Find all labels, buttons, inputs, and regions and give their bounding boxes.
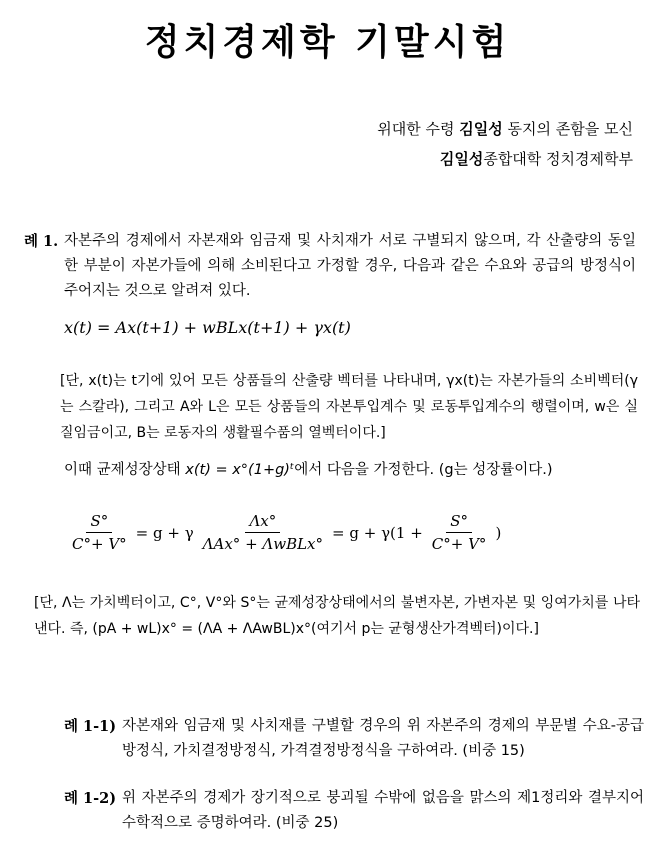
fraction-denominator: ΛAx° + ΛwBLx° xyxy=(202,535,324,553)
subquestion-1-1 xyxy=(64,714,644,764)
byline-line-1 xyxy=(377,114,633,144)
byline-name: 김일성 xyxy=(459,120,503,138)
steady-equation: x(t) = x°(1+g)ᵗ xyxy=(185,462,295,478)
fraction-numerator: Λx° xyxy=(245,512,280,533)
byline-name: 김일성 xyxy=(439,150,484,168)
equation-operator: = g + γ xyxy=(135,523,194,542)
problem-text: 자본주의 경제에서 자본재와 임금재 및 사치재가 서로 구별되지 않으며, 각 산출량의 동일한 부분이 자본가들에 의해 소비된다고 가정할 경우, 다음과 같은 수요와 공급의 방정식이 주어지는 것으로 알려져 있다. xyxy=(64,233,636,299)
note-2: [단, Λ는 가치벡터이고, C°, V°와 S°는 균제성장상태에서의 불변자본, 가변자본 및 잉여가치를 나타낸다. 즉, (pA + wL)x° = (ΛA + ΛAwBL)x°(여기서 p는 균형생산가격벡터)이다.] xyxy=(34,595,640,637)
fraction-numerator: S° xyxy=(86,512,112,533)
steady-state-line xyxy=(64,458,553,479)
subquestion-label: 례 1-2) xyxy=(64,790,117,807)
steady-prefix: 이때 균제성장상태 xyxy=(64,462,186,478)
byline-text: 동지의 존함을 모신 xyxy=(502,120,633,138)
equation-close-paren: ) xyxy=(495,523,502,542)
subquestion-1-2 xyxy=(64,786,644,836)
university-name: 종합대학 정치경제학부 xyxy=(483,150,633,168)
note-1: [단, x(t)는 t기에 있어 모든 상품들의 산출량 벡터를 나타내며, γx(t)는 자본가들의 소비벡터(γ는 스칼라), 그리고 A와 L은 모든 상품들의 자본투입계수 및 로동투입계수의 행렬이며, w은 실질임금이고, B는 로동자의 생활필수품의 열벡터이다.] xyxy=(60,373,638,441)
subquestion-text: 자본재와 임금재 및 사치재를 구별할 경우의 위 자본주의 경제의 부문별 수요-공급방정식, 가치결정방정식, 가격결정방정식을 구하여라. (비중 15) xyxy=(122,718,644,759)
problem-label: 례 1. xyxy=(24,233,59,250)
byline xyxy=(377,114,633,174)
fraction-numerator: S° xyxy=(446,512,472,533)
subquestion-text: 위 자본주의 경제가 장기적으로 붕괴될 수밖에 없음을 맑스의 제1정리와 결부지어 수학적으로 증명하여라. (비중 25) xyxy=(122,790,644,831)
fraction-denominator: C°+ V° xyxy=(431,535,487,553)
fraction-denominator: C°+ V° xyxy=(72,535,127,553)
rate-equation xyxy=(66,512,504,553)
supply-demand-equation: x(t) = Ax(t+1) + wBLx(t+1) + γx(t) xyxy=(64,318,351,337)
equation-operator: = g + γ(1 + xyxy=(332,523,423,542)
byline-line-2 xyxy=(377,144,633,174)
exam-title: 정치경제학 기말시험 xyxy=(144,21,511,63)
steady-suffix: 에서 다음을 가정한다. (g는 성장률이다.) xyxy=(294,462,553,478)
problem-1 xyxy=(24,229,636,304)
fraction-3 xyxy=(428,512,491,553)
byline-text: 위대한 수령 xyxy=(377,120,460,138)
subquestion-label: 례 1-1) xyxy=(64,718,117,735)
problem-statement xyxy=(24,229,636,304)
fraction-1 xyxy=(68,512,131,553)
fraction-2 xyxy=(199,512,327,553)
